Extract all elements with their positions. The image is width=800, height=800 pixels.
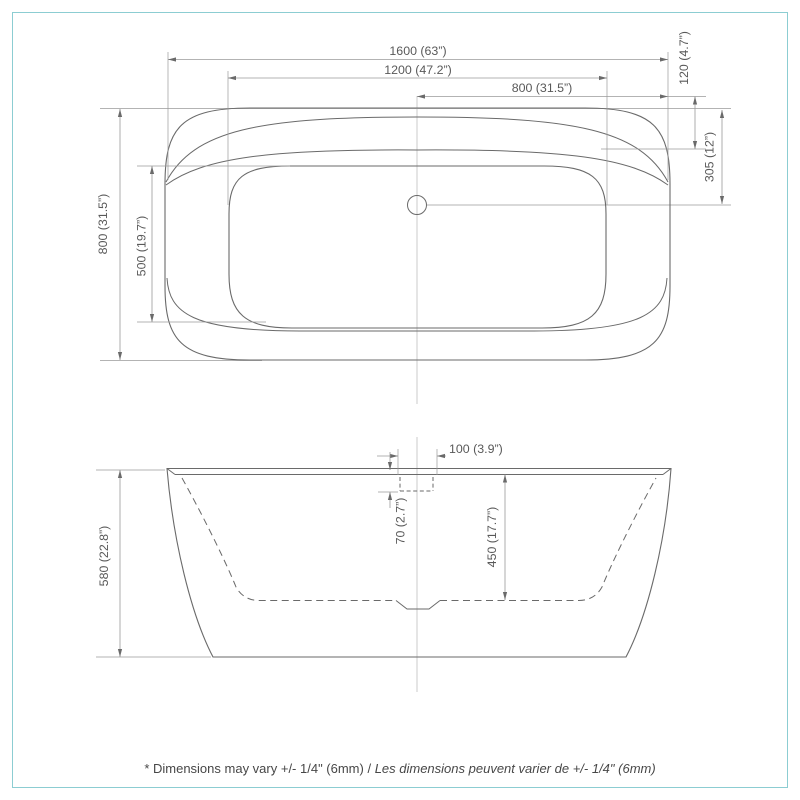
footnote-english: * Dimensions may vary +/- 1/4" (6mm) / [144, 761, 375, 776]
dim-overflow-width-label: 100 (3.9”) [449, 442, 503, 456]
dim-basin-width [135, 166, 291, 322]
arrowhead [693, 97, 697, 105]
overflow-box-dashed [400, 477, 433, 491]
arrowhead [388, 492, 392, 500]
dim-overflow-depth-label: 70 (2.7”) [393, 497, 408, 545]
arrowhead [503, 475, 507, 483]
arrowhead [118, 470, 122, 478]
arrowhead [118, 109, 122, 117]
arrowhead [599, 76, 607, 80]
dim-interior-depth-label: 450 (17.7”) [485, 506, 499, 568]
dim-overall-length-label: 1600 (63”) [389, 44, 447, 58]
arrowhead [437, 454, 445, 458]
dim-basin-width-label: 500 (19.7”) [134, 215, 149, 277]
arrowhead [720, 110, 724, 118]
arrowhead [660, 57, 668, 61]
arrowhead [660, 94, 668, 98]
arrowhead [503, 592, 507, 600]
dim-interior-depth [485, 475, 507, 601]
side-outline [167, 469, 671, 658]
drain-recess-notch [396, 601, 440, 610]
rim-corner-tick-left [167, 469, 175, 475]
arrowhead [390, 454, 398, 458]
dim-overall-width-label: 800 (31.5”) [96, 193, 110, 255]
dim-overall-height-label: 580 (22.8”) [97, 525, 111, 587]
footnote [0, 761, 800, 776]
arrowhead [720, 196, 724, 204]
arrowhead [150, 314, 154, 322]
dim-half-length [417, 81, 668, 99]
dim-half-length-label: 800 (31.5”) [511, 81, 573, 95]
dim-drain-offset [703, 110, 725, 204]
dim-rim-inset-label: 120 (4.7”) [677, 31, 691, 85]
footnote-french: Les dimensions peuvent varier de +/- 1/4" (6mm) [374, 761, 656, 776]
interior-profile-dashed [182, 478, 656, 601]
arrowhead [118, 352, 122, 360]
side-view-drawing [96, 437, 671, 692]
dim-overall-width [96, 109, 122, 360]
top-view-drawing [96, 31, 731, 404]
arrowhead [417, 94, 425, 98]
arrowhead [228, 76, 236, 80]
arrowhead [168, 57, 176, 61]
dim-overflow-depth [378, 452, 408, 544]
basin-outline [229, 166, 606, 328]
arrowhead [150, 166, 154, 174]
arrowhead [118, 649, 122, 657]
rim-corner-tick-right [663, 469, 671, 475]
dim-overflow-width [377, 442, 503, 475]
dim-drain-offset-label: 305 (12”) [702, 131, 717, 183]
dim-rim-inset [601, 31, 706, 149]
dim-basin-length-label: 1200 (47.2”) [384, 63, 452, 77]
dim-overall-height [96, 470, 211, 657]
arrowhead [693, 141, 697, 149]
